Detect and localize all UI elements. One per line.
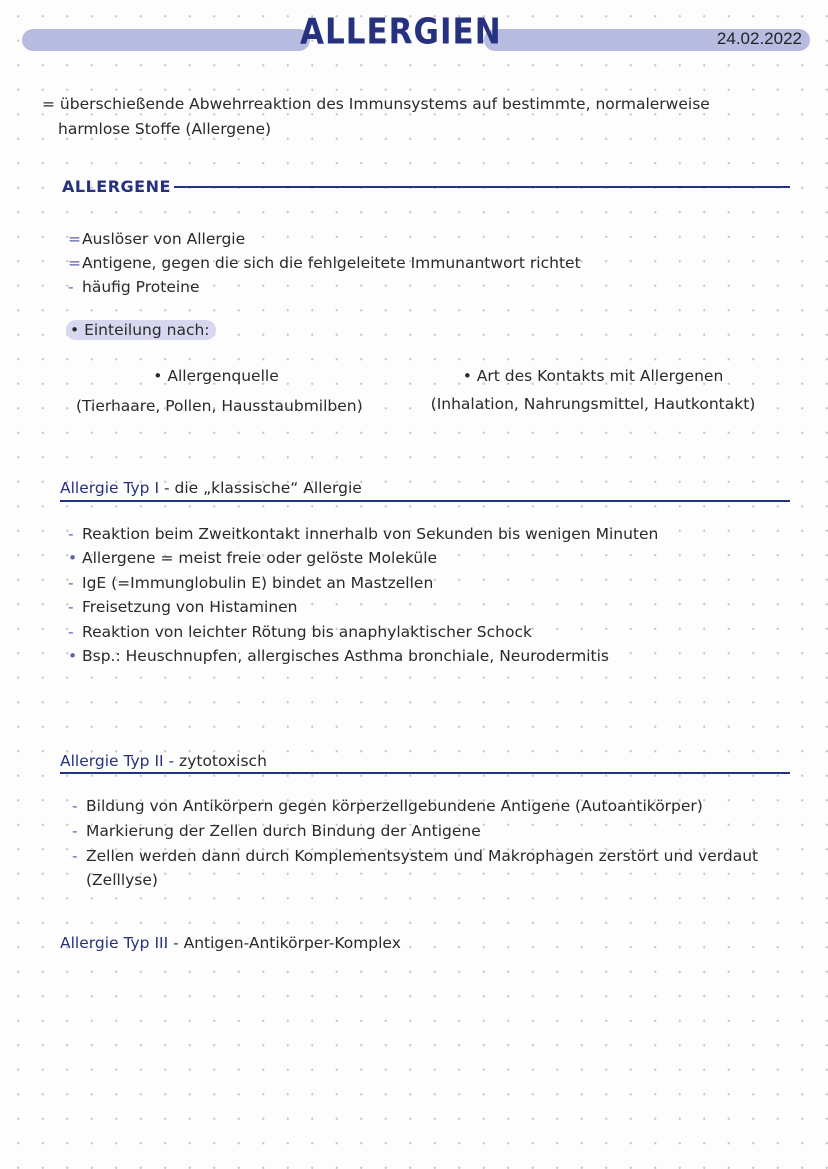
bullet-mark: - xyxy=(68,623,74,641)
kontakt-title: • Art des Kontakts mit Allergenen xyxy=(462,367,724,385)
list-item xyxy=(68,571,433,596)
list-item xyxy=(68,227,245,252)
bullet-mark: = xyxy=(68,254,81,272)
allergenquelle-examples: (Tierhaare, Pollen, Hausstaubmilben) xyxy=(76,397,363,415)
typ3-subtitle: Antigen-Antikörper-Komplex xyxy=(178,934,401,952)
page-title: ALLERGIEN xyxy=(300,11,502,53)
list-item xyxy=(68,644,609,669)
bullet-mark: • xyxy=(68,549,78,567)
list-item-text: Reaktion von leichter Rötung bis anaphylaktischer Schock xyxy=(82,623,532,641)
bullet-mark: - xyxy=(68,598,74,616)
bullet-mark: • xyxy=(68,647,78,665)
einteilung-highlight: • Einteilung nach: xyxy=(66,320,216,340)
kontakt-examples: (Inhalation, Nahrungsmittel, Hautkontakt) xyxy=(430,395,756,413)
bullet-mark: - xyxy=(68,525,74,543)
typ3-label: Allergie Typ III - xyxy=(60,934,179,952)
list-item-text: Bsp.: Heuschnupfen, allergisches Asthma bronchiale, Neurodermitis xyxy=(82,647,610,665)
list-item-text: Allergene = meist freie oder gelöste Moleküle xyxy=(82,549,438,567)
list-item-text: Bildung von Antikörpern gegen körperzellgebundene Antigene (Autoantikörper) xyxy=(86,797,703,815)
list-item xyxy=(68,546,437,571)
list-item-text: Antigene, gegen die sich die fehlgeleitete Immunantwort richtet xyxy=(82,254,581,272)
allergene-rule xyxy=(174,186,790,188)
definition-line-1: = überschießende Abwehrreaktion des Immunsystems auf bestimmte, normalerweise xyxy=(42,95,710,113)
list-item xyxy=(68,595,298,620)
typ2-label: Allergie Typ II - xyxy=(60,752,175,770)
typ2-heading xyxy=(60,749,267,774)
list-item-text: Auslöser von Allergie xyxy=(82,230,246,248)
typ2-rule xyxy=(60,772,790,774)
list-item-text: Zellen werden dann durch Komplementsystem und Makrophagen zerstört und verdaut xyxy=(86,847,759,865)
allergene-heading: ALLERGENE xyxy=(62,177,171,196)
bullet-mark: - xyxy=(68,278,74,296)
list-item xyxy=(68,522,658,547)
list-item-text: Reaktion beim Zweitkontakt innerhalb von Sekunden bis wenigen Minuten xyxy=(82,525,659,543)
typ1-heading xyxy=(60,476,362,501)
page-date: 24.02.2022 xyxy=(716,29,802,48)
list-item xyxy=(72,844,758,869)
bullet-mark: - xyxy=(68,574,74,592)
list-item-text: IgE (=Immunglobulin E) bindet an Mastzellen xyxy=(82,574,434,592)
list-item xyxy=(72,819,481,844)
typ1-subtitle: - die „klassische“ Allergie xyxy=(159,479,362,497)
list-item-text: Markierung der Zellen durch Bindung der Antigene xyxy=(86,822,481,840)
typ1-rule xyxy=(60,500,790,502)
header-pill-left xyxy=(22,29,310,51)
bullet-mark: - xyxy=(72,797,78,815)
list-item-text: häufig Proteine xyxy=(82,278,200,296)
bullet-mark: = xyxy=(68,230,81,248)
bullet-mark: - xyxy=(72,822,78,840)
list-item xyxy=(68,251,581,276)
einteilung-label xyxy=(66,318,216,343)
list-item-text: Freisetzung von Histaminen xyxy=(82,598,298,616)
list-item xyxy=(68,620,532,645)
allergenquelle-title: • Allergenquelle xyxy=(153,367,279,385)
definition-line-2: harmlose Stoffe (Allergene) xyxy=(58,120,272,138)
bullet-mark: - xyxy=(72,847,78,865)
list-item-continuation: (Zelllyse) xyxy=(86,871,158,889)
typ3-heading xyxy=(60,931,401,956)
list-item xyxy=(72,794,703,819)
typ2-subtitle: zytotoxisch xyxy=(174,752,267,770)
list-item xyxy=(68,275,200,300)
typ1-label: Allergie Typ I xyxy=(60,479,160,497)
